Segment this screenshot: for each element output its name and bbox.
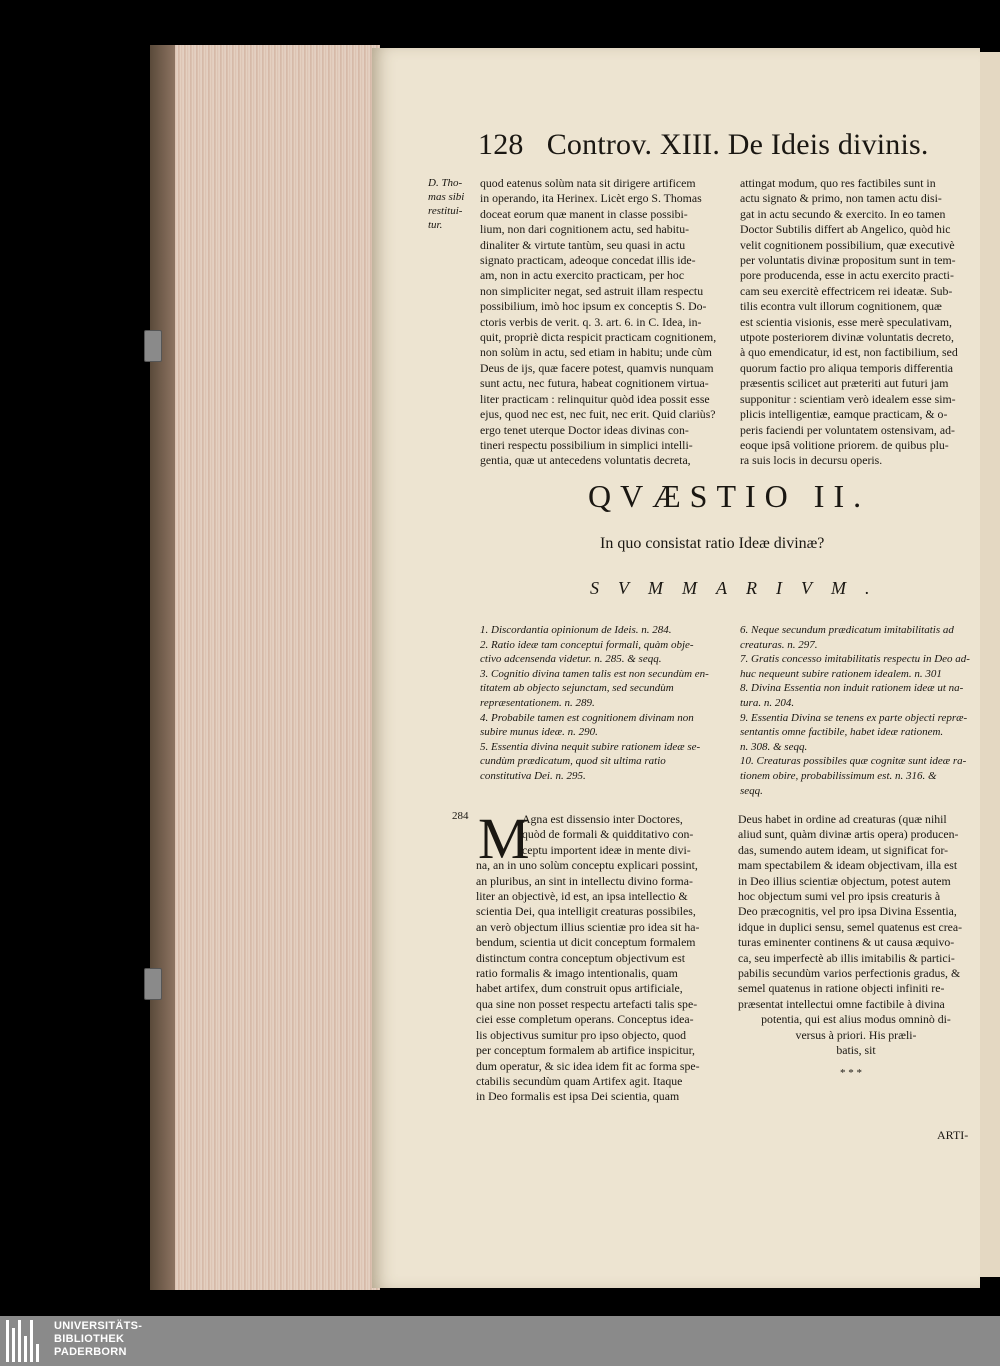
library-name-line: BIBLIOTHEK (54, 1333, 125, 1345)
book-cover-edge (150, 45, 175, 1290)
summarium-label: SVMMARIVM. (590, 578, 889, 598)
text-line: in operando, ita Herinex. Licèt ergo S. Thomas (480, 191, 702, 206)
summary-item-line: 6. Neque secundum prædicatum imitabilitatis ad (740, 624, 954, 636)
summary-item-line: huc nequeunt subire rationem idealem. n. 301 (740, 667, 942, 680)
summary-item-line: 5. Essentia divina nequit subire rationem ideæ se- (480, 740, 701, 753)
text-line: non simpliciter negat, sed astruit illam respectu (480, 283, 704, 298)
text-line: quòd de formali & quidditativo con- (522, 827, 694, 842)
text-line: possibilium, imò hoc ipsum ex conceptis S. Do- (480, 299, 707, 314)
text-line: per conceptum formalem ab artifice inspicitur, (476, 1043, 695, 1058)
text-line: dum operatur, & sic idea idem fit ac forma spe- (476, 1058, 700, 1073)
text-line: na, an in uno solùm conceptu explicari possint, (476, 858, 698, 873)
summary-item-line: 7. Gratis concesso imitabilitatis respectu in Deo ad- (740, 653, 970, 666)
text-line: quit, propriè dicta respicit practicam cognitionem, (480, 330, 717, 345)
text-line: per voluntatis divinæ propositum sunt in tem- (740, 253, 956, 268)
text-line: liter an objectivè, id est, an ipsa intellectio & (476, 889, 688, 904)
text-line: tineri respectu possibilium in simplici intelli- (480, 437, 693, 452)
text-line: attingat modum, quo res factibiles sunt in (740, 176, 936, 190)
text-line: peris faciendi per voluntatem ostensivam, ad- (740, 422, 955, 437)
book-clasp-lower (144, 968, 162, 1000)
text-line: liter practicam : relinquitur quòd idea possit esse (480, 391, 710, 406)
quaestio-subtitle: In quo consistat ratio Ideæ divinæ? (600, 535, 825, 552)
text-line: versus à priori. His præli- (795, 1027, 917, 1042)
text-line: bendum, scientia ut dicit conceptum formalem (476, 935, 696, 950)
library-footer-bar (0, 1316, 1000, 1366)
text-line: est scientia visionis, esse merè speculativam, (740, 314, 952, 329)
book-clasp-upper (144, 330, 162, 362)
text-line: dinaliter & virtute tantùm, seu quasi in actu (480, 237, 686, 252)
text-line: utpote posteriorem divinæ voluntatis decreto, (740, 330, 954, 345)
quaestio-title: QVÆSTIO II. (588, 478, 871, 514)
text-line: ceptu importent ideæ in mente divi- (522, 842, 691, 857)
summary-item-line: 2. Ratio ideæ tam conceptui formali, quàm obje- (480, 638, 694, 651)
running-title: Controv. XIII. De Ideis divinis. (546, 128, 929, 161)
text-line: cam seu exercitè effectricem rei ideatæ. Sub- (740, 283, 953, 298)
library-name (54, 1320, 142, 1359)
summary-item-line: seqq. (740, 784, 763, 797)
library-logo-icon (6, 1320, 44, 1362)
page-number: 128 (478, 128, 524, 161)
text-line: lis objectivus sumitur pro ipso objecto, quod (476, 1027, 687, 1042)
drop-cap: M (478, 806, 530, 871)
text-line: gat in actu secundo & exercito. In eo tamen (740, 206, 946, 221)
text-line: supponitur : scientiam verò idealem esse sim- (740, 391, 956, 406)
summary-item-line: 1. Discordantia opinionum de Ideis. n. 284. (480, 624, 672, 636)
text-line: aliud sunt, quàm divinæ artis opera) producen- (738, 827, 959, 842)
marginal-line: restitui- (428, 205, 463, 217)
body-right-column (738, 812, 974, 1059)
text-line: ctoris verbis de verit. q. 3. art. 6. in C. Idea, in- (480, 314, 702, 329)
text-line: semel quatenus in ratione objecti infiniti re- (738, 981, 945, 996)
summary-item-line: tura. n. 204. (740, 696, 795, 709)
text-line: turas eminenter continens & ut causa æquivo- (738, 935, 955, 950)
text-line: pabilis secundùm varios perfectionis gradus, & (738, 966, 961, 981)
text-line: in Deo illius scientiæ objectum, potest autem (738, 873, 951, 888)
text-line: non solùm in actu, sed etiam in habitu; unde cùm (480, 345, 712, 360)
summary-item-line: 4. Probabile tamen est cognitionem divinam non (480, 711, 694, 724)
text-line: ctabilis secundùm quam Artifex agit. Itaque (476, 1073, 683, 1088)
running-header (478, 128, 929, 162)
text-line: pore producenda, esse in actu exercito practi- (740, 268, 954, 283)
summary-item-line: n. 308. & seqq. (740, 740, 808, 753)
summary-item-line: cundùm prædicatum, quod sit ultima ratio (480, 755, 666, 768)
library-name-line: PADERBORN (54, 1346, 127, 1358)
text-line: sunt actu, nec futura, habeat cognitionem virtua- (480, 376, 709, 391)
text-line: doceat eorum quæ manent in classe possibi- (480, 206, 688, 221)
text-line: plicis intelligentiæ, eamque practicam, & o- (740, 407, 948, 422)
text-line: Agna est dissensio inter Doctores, (522, 812, 683, 826)
text-line: quorum factio pro aliqua temporis differentia (740, 360, 954, 375)
text-line: ra suis locis in decursu operis. (740, 453, 883, 468)
marginal-note (428, 176, 464, 232)
text-line: Deo præcognitis, vel pro ipsa Divina Essentia, (738, 904, 957, 919)
summary-item-line: ctivo adcensenda videtur. n. 285. & seqq. (480, 653, 662, 666)
summary-item-line: 9. Essentia Divina se tenens ex parte objecti repræ- (740, 711, 968, 724)
text-line: præsentat intellectui omne factibile à divina (738, 996, 945, 1011)
text-line: ejus, quod nec est, nec fuit, nec erit. Quid clariùs? (480, 407, 716, 422)
top-left-column (480, 176, 728, 469)
text-line: distinctum contra conceptum objectivum est (476, 950, 686, 965)
text-line: scientia Dei, qua intelligit creaturas possibiles, (476, 904, 696, 919)
text-line: ciei esse completum operans. Conceptus idea- (476, 1012, 694, 1027)
marginal-line: D. Tho- (428, 177, 463, 189)
summary-item-line: titatem ab objecto sejunctam, sed secundùm (480, 682, 674, 695)
text-line: velit cognitionem possibilium, quæ executivè (740, 237, 955, 252)
margin-number: 284 (452, 810, 469, 822)
text-line: ratio formalis & imago intentionalis, quam (476, 966, 678, 981)
text-line: hoc objectum sumi vel pro ipsis creaturis à (738, 889, 941, 904)
text-line: ergo tenet uterque Doctor ideas divinas con- (480, 422, 689, 437)
summary-item-line: subire munus ideæ. n. 290. (480, 726, 598, 739)
summary-item-line: constitutiva Dei. n. 295. (480, 769, 586, 782)
summary-item-line: 8. Divina Essentia non induit rationem ideæ ut na- (740, 682, 964, 695)
text-line: mam spectabilem & ideam objectivam, illa est (738, 858, 958, 873)
text-line: an pluribus, an sint in intellectu divino forma- (476, 873, 693, 888)
text-line: Deus habet in ordine ad creaturas (quæ nihil (738, 812, 947, 826)
summary-item-line: sentantis omne factibile, habet ideæ rationem. (740, 726, 944, 739)
summary-left-list (480, 623, 730, 784)
marginal-line: tur. (428, 219, 443, 231)
summary-item-line: repræsentationem. n. 289. (480, 696, 595, 709)
text-line: das, sumendo autem ideam, ut significat for- (738, 842, 949, 857)
text-line: gentia, quæ ut antecedens voluntatis decreta, (480, 453, 691, 468)
text-line: signato practicam, adeoque concedat illis ide- (480, 253, 696, 268)
text-line: tilis econtra vult illorum cognitionem, quæ (740, 299, 942, 314)
body-left-column (476, 806, 728, 1105)
top-right-column (740, 176, 972, 469)
text-line: lium, non dari cognitionem actu, sed habitu- (480, 222, 690, 237)
marginal-line: mas sibi (428, 191, 465, 203)
text-line: batis, sit (836, 1043, 876, 1058)
text-line: qua sine non posset respectu artefacti talis spe- (476, 996, 698, 1011)
text-line: in Deo formalis est ipsa Dei scientia, quam (476, 1089, 680, 1104)
text-line: quod eatenus solùm nata sit dirigere artificem (480, 176, 696, 190)
text-line: Deus de ijs, quæ facere potest, quamvis nunquam (480, 360, 714, 375)
book-page-edges (150, 45, 380, 1290)
text-line: an verò objectum illius scientiæ pro idea sit ha- (476, 919, 700, 934)
text-line: præsentis scilicet aut præteriti aut futuri jam (740, 376, 949, 391)
summary-right-list (740, 623, 972, 798)
summary-item-line: tionem obire, probabilissimum est. n. 316. & (740, 769, 937, 782)
summary-item-line: 10. Creaturas possibiles quæ cognitæ sunt ideæ ra- (740, 755, 967, 768)
facing-page-edge (978, 52, 1000, 1277)
text-line: eoque ipsâ volitione priorem. de quibus plu- (740, 437, 949, 452)
summary-item-line: creaturas. n. 297. (740, 638, 818, 651)
text-line: idque in duplici sensu, semel quatenus est crea- (738, 919, 963, 934)
text-line: ca, seu imperfectè ab illis imitabilis & partici- (738, 950, 955, 965)
library-name-line: UNIVERSITÄTS- (54, 1320, 143, 1332)
text-line: Doctor Subtilis differt ab Angelico, quòd hic (740, 222, 951, 237)
text-line: am, non in actu exercito practicam, per hoc (480, 268, 685, 283)
text-line: potentia, qui est alius modus omninò di- (761, 1012, 951, 1027)
ornament-asterisks: * * * (840, 1067, 862, 1079)
catchword: ARTI- (937, 1128, 969, 1142)
text-line: à quo emendicatur, id est, non factibilium, sed (740, 345, 958, 360)
summary-item-line: 3. Cognitio divina tamen talis est non secundùm en- (480, 667, 709, 680)
text-line: actu signato & primo, non tamen actu disi- (740, 191, 942, 206)
text-line: habet artifex, dum construit opus artificiale, (476, 981, 683, 996)
